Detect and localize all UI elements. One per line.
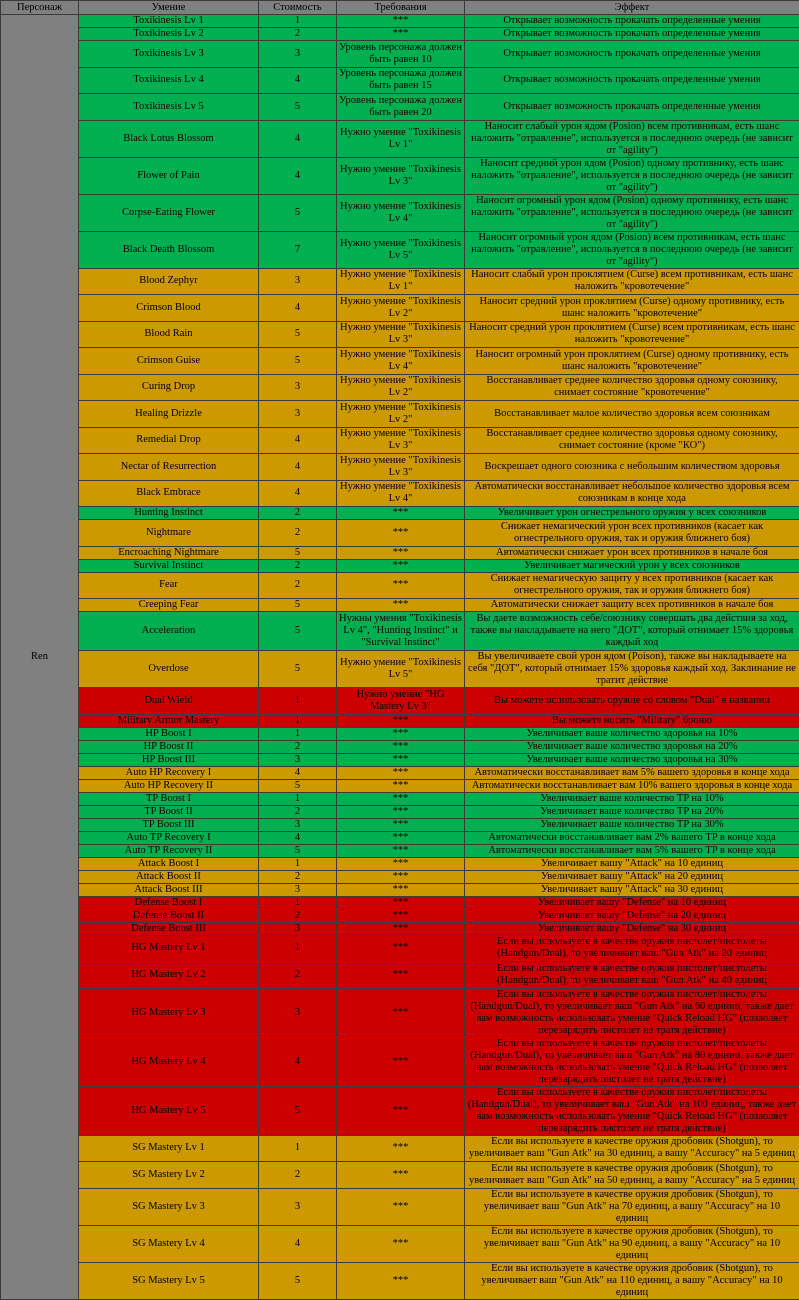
skill-name: Hunting Instinct	[79, 507, 259, 520]
table-row	[1, 28, 799, 41]
skill-cost: 2	[259, 28, 337, 41]
skill-name: TP Boost III	[79, 818, 259, 831]
table-row	[1, 1135, 799, 1162]
table-row	[1, 348, 799, 375]
skill-requirements: Уровень персонажа должен быть равен 20	[337, 94, 465, 121]
table-row	[1, 1162, 799, 1189]
table-row	[1, 792, 799, 805]
skill-cost: 4	[259, 1037, 337, 1086]
skill-name: SG Mastery Lv 2	[79, 1162, 259, 1189]
skill-name: Curing Drop	[79, 374, 259, 401]
skill-requirements: Нужны умения "Toxikinesis Lv 4", "Hunting Instinct" и "Survival Instinct"	[337, 612, 465, 651]
skill-effect: Наносит средний урон ядом (Posion) одному противнику, есть шанс наложить "отравление", используется в последнюю очередь (не зависит от "agility")	[465, 157, 799, 194]
skill-requirements: Нужно умение "Toxikinesis Lv 2"	[337, 295, 465, 322]
skill-name: Toxikinesis Lv 4	[79, 67, 259, 94]
skill-requirements: Уровень персонажа должен быть равен 10	[337, 41, 465, 68]
skill-cost: 3	[259, 818, 337, 831]
skill-cost: 5	[259, 94, 337, 121]
table-row	[1, 194, 799, 231]
skill-effect: Увеличивает ваше количество TP на 20%	[465, 805, 799, 818]
skill-cost: 1	[259, 727, 337, 740]
skill-name: Acceleration	[79, 612, 259, 651]
skill-cost: 3	[259, 401, 337, 428]
table-row	[1, 67, 799, 94]
table-row	[1, 1086, 799, 1135]
skill-requirements: Нужно умение "Toxikinesis Lv 4"	[337, 348, 465, 375]
skill-requirements: ***	[337, 1225, 465, 1262]
table-row	[1, 599, 799, 612]
skill-cost: 2	[259, 507, 337, 520]
table-row	[1, 766, 799, 779]
table-row	[1, 988, 799, 1037]
skill-effect: Увеличивает магический урон у всех союзников	[465, 559, 799, 572]
skill-name: SG Mastery Lv 1	[79, 1135, 259, 1162]
skill-effect: Увеличивает ваше количество здоровья на 10%	[465, 727, 799, 740]
skill-effect: Увеличивает урон огнестрельного оружия у всех союзников	[465, 507, 799, 520]
skill-requirements: ***	[337, 935, 465, 962]
skill-name: Attack Boost II	[79, 870, 259, 883]
skill-name: HP Boost II	[79, 740, 259, 753]
skill-requirements: ***	[337, 896, 465, 909]
skill-requirements: ***	[337, 714, 465, 727]
table-row	[1, 231, 799, 268]
skill-name: Toxikinesis Lv 3	[79, 41, 259, 68]
skill-effect: Увеличивает вашу "Attack" на 10 единиц	[465, 857, 799, 870]
skill-name: Creeping Fear	[79, 599, 259, 612]
skill-name: Auto TP Recovery I	[79, 831, 259, 844]
table-row	[1, 740, 799, 753]
table-row	[1, 857, 799, 870]
table-row	[1, 651, 799, 688]
skill-requirements: ***	[337, 572, 465, 599]
skill-effect: Открывает возможность прокачать определенные умения	[465, 28, 799, 41]
skill-cost: 7	[259, 231, 337, 268]
skill-cost: 3	[259, 374, 337, 401]
skill-effect: Если вы используете в качестве оружия дробовик (Shotgun), то увеличивает ваш "Gun Atk" на 70 единиц, а вашу "Accuracy" на 10 единиц	[465, 1188, 799, 1225]
skill-cost: 2	[259, 962, 337, 989]
skill-cost: 3	[259, 883, 337, 896]
skill-cost: 4	[259, 120, 337, 157]
skill-cost: 4	[259, 427, 337, 454]
table-row	[1, 818, 799, 831]
skill-cost: 5	[259, 348, 337, 375]
skill-name: Healing Drizzle	[79, 401, 259, 428]
skill-name: Nectar of Resurrection	[79, 454, 259, 481]
skill-effect: Наносит слабый урон ядом (Posion) всем противникам, есть шанс наложить "отравление", используется в последнюю очередь (не зависит от "agility")	[465, 120, 799, 157]
skill-effect: Снижает немагический урон всех противников (касает как огнестрельного оружия, так и оружия ближнего боя)	[465, 520, 799, 547]
skill-name: SG Mastery Lv 5	[79, 1262, 259, 1299]
skill-name: HG Mastery Lv 5	[79, 1086, 259, 1135]
skill-requirements: ***	[337, 520, 465, 547]
header-cost: Стоимость	[259, 1, 337, 15]
skill-name: Toxikinesis Lv 1	[79, 15, 259, 28]
skill-cost: 3	[259, 988, 337, 1037]
skill-requirements: ***	[337, 740, 465, 753]
skill-cost: 1	[259, 896, 337, 909]
table-row	[1, 909, 799, 922]
skill-requirements: ***	[337, 559, 465, 572]
skill-effect: Вы можете использовать оружие со словом "Dual" в названии	[465, 688, 799, 715]
table-row	[1, 714, 799, 727]
skill-effect: Если вы используете в качестве оружия дробовик (Shotgun), то увеличивает ваш "Gun Atk" на 30 единиц, а вашу "Accuracy" на 5 единиц	[465, 1135, 799, 1162]
skill-cost: 1	[259, 935, 337, 962]
header-row	[1, 1, 799, 15]
table-row	[1, 374, 799, 401]
skill-name: HP Boost I	[79, 727, 259, 740]
skill-effect: Если вы используете в качестве оружия дробовик (Shotgun), то увеличивает ваш "Gun Atk" на 90 единиц, а вашу "Accuracy" на 10 единиц	[465, 1225, 799, 1262]
table-row	[1, 1225, 799, 1262]
skill-requirements: ***	[337, 792, 465, 805]
skill-cost: 5	[259, 779, 337, 792]
skill-cost: 4	[259, 295, 337, 322]
skill-cost: 3	[259, 753, 337, 766]
skill-name: Crimson Guise	[79, 348, 259, 375]
skill-requirements: Нужно умение "Toxikinesis Lv 5"	[337, 651, 465, 688]
skill-effect: Наносит средний урон проклятием (Curse) всем противникам, есть шанс наложить "кровотечение"	[465, 321, 799, 348]
table-row	[1, 883, 799, 896]
skill-requirements: ***	[337, 1135, 465, 1162]
skill-name: Overdose	[79, 651, 259, 688]
table-row	[1, 1037, 799, 1086]
skill-cost: 1	[259, 688, 337, 715]
skill-name: Auto HP Recovery I	[79, 766, 259, 779]
skill-effect: Наносит огромный урон проклятием (Curse) одному противнику, есть шанс наложить "кровотечение"	[465, 348, 799, 375]
table-row	[1, 559, 799, 572]
table-row	[1, 612, 799, 651]
skill-effect: Наносит огромный урон ядом (Posion) всем противникам, есть шанс наложить "отравление", используется в последнюю очередь (не зависит от "agility")	[465, 231, 799, 268]
skill-requirements: Нужно умение "Toxikinesis Lv 1"	[337, 268, 465, 295]
skill-effect: Открывает возможность прокачать определенные умения	[465, 41, 799, 68]
skill-name: Crimson Blood	[79, 295, 259, 322]
table-row	[1, 831, 799, 844]
skill-cost: 3	[259, 41, 337, 68]
skill-effect: Если вы используете в качестве оружия пистолет/пистолеты (Handgun/Dual), то увеличивает ваш "Gun Atk" на 60 единиц, также дает вам возможность использовать умение "Quick Reload HG" (позволяет перезарядить пистолет не тратя действие)	[465, 988, 799, 1037]
skill-effect: Восстанавливает среднее количество здоровья одному союзнику, снимает состояние "кровотечение"	[465, 374, 799, 401]
skill-name: Blood Zephyr	[79, 268, 259, 295]
skill-cost: 2	[259, 520, 337, 547]
skill-cost: 1	[259, 15, 337, 28]
skill-effect: Открывает возможность прокачать определенные умения	[465, 15, 799, 28]
skill-requirements: Уровень персонажа должен быть равен 15	[337, 67, 465, 94]
skill-effect: Увеличивает ваше количество здоровья на 30%	[465, 753, 799, 766]
skill-effect: Автоматически восстанавливает вам 10% вашего здоровья в конце хода	[465, 779, 799, 792]
table-row	[1, 896, 799, 909]
header-effect: Эффект	[465, 1, 799, 15]
skill-effect: Автоматически восстанавливает вам 5% вашего здоровья в конце хода	[465, 766, 799, 779]
skill-effect: Если вы используете в качестве оружия дробовик (Shotgun), то увеличивает ваш "Gun Atk" на 50 единиц, а вашу "Accuracy" на 5 единиц	[465, 1162, 799, 1189]
skill-effect: Увеличивает вашу "Attack" на 20 единиц	[465, 870, 799, 883]
skill-name: TP Boost II	[79, 805, 259, 818]
skill-requirements: Нужно умение "Toxikinesis Lv 4"	[337, 194, 465, 231]
table-row	[1, 1262, 799, 1299]
skill-cost: 4	[259, 480, 337, 507]
skill-requirements: ***	[337, 870, 465, 883]
skill-effect: Вы даете возможность себе/союзнику совершать два действия за ход, также вы накладываете на него "ДОТ", который отнимает 15% здоровья каждый ход	[465, 612, 799, 651]
skill-requirements: ***	[337, 1188, 465, 1225]
skill-effect: Увеличивает вашу "Defense" на 30 единиц	[465, 922, 799, 935]
table-row	[1, 520, 799, 547]
skill-cost: 3	[259, 1188, 337, 1225]
skill-name: Nightmare	[79, 520, 259, 547]
table-row	[1, 41, 799, 68]
skill-requirements: ***	[337, 546, 465, 559]
skill-cost: 2	[259, 870, 337, 883]
skill-cost: 2	[259, 740, 337, 753]
skill-cost: 4	[259, 67, 337, 94]
skill-cost: 4	[259, 831, 337, 844]
skill-cost: 5	[259, 1262, 337, 1299]
skill-effect: Открывает возможность прокачать определенные умения	[465, 67, 799, 94]
table-row	[1, 157, 799, 194]
skill-effect: Если вы используете в качестве оружия пистолет/пистолеты (Handgun/Dual), то увеличивает ваш "Gun Atk" на 100 единиц, также дает вам возможность использовать умение "Quick Reload HG" (позволяет перезарядить пистолет не тратя действие)	[465, 1086, 799, 1135]
skill-cost: 5	[259, 1086, 337, 1135]
skill-requirements: ***	[337, 1262, 465, 1299]
skill-name: Defense Boost III	[79, 922, 259, 935]
skill-effect: Восстанавливает среднее количество здоровья одному союзнику, снимает состояние (кроме "КО")	[465, 427, 799, 454]
skill-requirements: ***	[337, 922, 465, 935]
skill-effect: Автоматически восстанавливает небольшое количество здоровья всем союзникам в конце хода	[465, 480, 799, 507]
skill-name: Defense Boost I	[79, 896, 259, 909]
skill-name: Remedial Drop	[79, 427, 259, 454]
skill-effect: Увеличивает ваше количество TP на 10%	[465, 792, 799, 805]
skill-requirements: ***	[337, 883, 465, 896]
table-row	[1, 15, 799, 28]
skill-cost: 3	[259, 922, 337, 935]
table-row	[1, 805, 799, 818]
skill-requirements: ***	[337, 818, 465, 831]
skill-effect: Вы можете носить "Military" броню	[465, 714, 799, 727]
skill-cost: 5	[259, 651, 337, 688]
skill-requirements: Нужно умение "Toxikinesis Lv 1"	[337, 120, 465, 157]
skill-requirements: ***	[337, 727, 465, 740]
table-row	[1, 922, 799, 935]
skill-name: Black Lotus Blossom	[79, 120, 259, 157]
table-row	[1, 401, 799, 428]
skill-effect: Открывает возможность прокачать определенные умения	[465, 94, 799, 121]
skill-effect: Наносит средний урон проклятием (Curse) одному противнику, есть шанс наложить "кровотечение"	[465, 295, 799, 322]
skill-requirements: ***	[337, 909, 465, 922]
table-row	[1, 779, 799, 792]
skill-effect: Увеличивает вашу "Defense" на 20 единиц	[465, 909, 799, 922]
skill-effect: Увеличивает ваше количество здоровья на 20%	[465, 740, 799, 753]
table-row	[1, 268, 799, 295]
skill-cost: 3	[259, 268, 337, 295]
skill-effect: Автоматически восстанавливает вам 2% вашего TP в конце хода	[465, 831, 799, 844]
skill-cost: 2	[259, 1162, 337, 1189]
table-row	[1, 94, 799, 121]
skill-name: Auto TP Recovery II	[79, 844, 259, 857]
table-row	[1, 572, 799, 599]
skill-effect: Если вы используете в качестве оружия пистолет/пистолеты (Handgun/Dual), то увеличивает ваш "Gun Atk" на 40 единиц	[465, 962, 799, 989]
skill-effect: Увеличивает вашу "Attack" на 30 единиц	[465, 883, 799, 896]
header-requirements: Требования	[337, 1, 465, 15]
skill-name: Attack Boost III	[79, 883, 259, 896]
skill-cost: 4	[259, 766, 337, 779]
skill-requirements: ***	[337, 962, 465, 989]
table-row	[1, 753, 799, 766]
skill-requirements: Нужно умение "Toxikinesis Lv 3"	[337, 157, 465, 194]
skill-name: Black Death Blossom	[79, 231, 259, 268]
skill-requirements: ***	[337, 15, 465, 28]
skill-name: HG Mastery Lv 2	[79, 962, 259, 989]
skill-cost: 2	[259, 572, 337, 599]
skill-name: Auto HP Recovery II	[79, 779, 259, 792]
skill-requirements: ***	[337, 988, 465, 1037]
skill-cost: 1	[259, 792, 337, 805]
skill-requirements: ***	[337, 779, 465, 792]
skill-cost: 2	[259, 559, 337, 572]
skill-requirements: ***	[337, 805, 465, 818]
skill-requirements: Нужно умение "Toxikinesis Lv 5"	[337, 231, 465, 268]
skill-effect: Автоматически снижает урон всех противников в начале боя	[465, 546, 799, 559]
skill-name: Black Embrace	[79, 480, 259, 507]
skill-cost: 2	[259, 805, 337, 818]
skill-requirements: ***	[337, 1162, 465, 1189]
skill-effect: Увеличивает ваше количество TP на 30%	[465, 818, 799, 831]
skill-requirements: Нужно умение "Toxikinesis Lv 2"	[337, 374, 465, 401]
skill-cost: 5	[259, 844, 337, 857]
header-skill: Умение	[79, 1, 259, 15]
skill-name: Attack Boost I	[79, 857, 259, 870]
skill-cost: 1	[259, 714, 337, 727]
table-row	[1, 962, 799, 989]
skill-name: Toxikinesis Lv 2	[79, 28, 259, 41]
skill-name: Blood Rain	[79, 321, 259, 348]
skill-effect: Наносит огромный урон ядом (Posion) одному противнику, есть шанс наложить "отравление", используется в последнюю очередь (не зависит от "agility")	[465, 194, 799, 231]
table-row	[1, 454, 799, 481]
skill-effect: Если вы используете в качестве оружия пистолет/пистолеты (Handgun/Dual), то увеличивает ваш "Gun Atk" на 20 единиц	[465, 935, 799, 962]
skill-effect: Вы увеличиваете свой урон ядом (Poison), также вы накладываете на себя "ДОТ", который отнимает 15% здоровья каждый ход. Заклинание не тратит действие	[465, 651, 799, 688]
table-row	[1, 727, 799, 740]
table-row	[1, 295, 799, 322]
skill-name: HG Mastery Lv 4	[79, 1037, 259, 1086]
skill-requirements: ***	[337, 1086, 465, 1135]
skill-cost: 5	[259, 612, 337, 651]
table-row	[1, 870, 799, 883]
header-character: Персонаж	[1, 1, 79, 15]
skill-cost: 2	[259, 909, 337, 922]
skill-name: HG Mastery Lv 3	[79, 988, 259, 1037]
skill-name: Encroaching Nightmare	[79, 546, 259, 559]
skill-name: Fear	[79, 572, 259, 599]
table-row	[1, 321, 799, 348]
skill-cost: 1	[259, 1135, 337, 1162]
skill-cost: 4	[259, 1225, 337, 1262]
skill-requirements: ***	[337, 753, 465, 766]
skill-requirements: Нужно умение "Toxikinesis Lv 4"	[337, 480, 465, 507]
skill-requirements: Нужно умение "Toxikinesis Lv 2"	[337, 401, 465, 428]
skill-requirements: ***	[337, 28, 465, 41]
skill-name: Toxikinesis Lv 5	[79, 94, 259, 121]
skill-effect: Автоматически восстанавливает вам 5% вашего TP в конце хода	[465, 844, 799, 857]
skill-name: HG Mastery Lv 1	[79, 935, 259, 962]
skill-cost: 5	[259, 599, 337, 612]
skill-effect: Восстанавливает малое количество здоровья всем союзникам	[465, 401, 799, 428]
skill-cost: 5	[259, 546, 337, 559]
skill-requirements: Нужно умение "HG Mastery Lv 3"	[337, 688, 465, 715]
skill-requirements: ***	[337, 1037, 465, 1086]
skill-name: Survival Instinct	[79, 559, 259, 572]
skill-name: Defense Boost II	[79, 909, 259, 922]
skill-cost: 4	[259, 157, 337, 194]
skill-name: SG Mastery Lv 3	[79, 1188, 259, 1225]
skill-effect: Снижает немагическую защиту у всех противников (касает как огнестрельного оружия, так и оружия ближнего боя)	[465, 572, 799, 599]
skill-name: Military Armor Mastery	[79, 714, 259, 727]
skill-effect: Если вы используете в качестве оружия дробовик (Shotgun), то увеличивает ваш "Gun Atk" на 110 единиц, а вашу "Accuracy" на 10 единиц	[465, 1262, 799, 1299]
skill-cost: 5	[259, 194, 337, 231]
skills-body	[1, 15, 799, 1300]
skill-requirements: ***	[337, 844, 465, 857]
skill-requirements: ***	[337, 766, 465, 779]
skill-name: Dual Wield	[79, 688, 259, 715]
skill-name: TP Boost I	[79, 792, 259, 805]
skill-requirements: Нужно умение "Toxikinesis Lv 3"	[337, 321, 465, 348]
skill-requirements: Нужно умение "Toxikinesis Lv 3"	[337, 454, 465, 481]
table-row	[1, 120, 799, 157]
table-row	[1, 427, 799, 454]
skill-requirements: ***	[337, 507, 465, 520]
skill-requirements: Нужно умение "Toxikinesis Lv 3"	[337, 427, 465, 454]
skill-requirements: ***	[337, 599, 465, 612]
skill-name: Flower of Pain	[79, 157, 259, 194]
skill-effect: Автоматически снижает защиту всех противников в начале боя	[465, 599, 799, 612]
skill-name: HP Boost III	[79, 753, 259, 766]
skill-cost: 1	[259, 857, 337, 870]
skill-effect: Воскрешает одного союзника с небольшим количеством здоровья	[465, 454, 799, 481]
skill-cost: 5	[259, 321, 337, 348]
skill-name: Corpse-Eating Flower	[79, 194, 259, 231]
table-row	[1, 546, 799, 559]
skill-effect: Если вы используете в качестве оружия пистолет/пистолеты (Handgun/Dual), то увеличивает ваш "Gun Atk" на 80 единиц, также дает вам возможность использовать умение "Quick Reload HG" (позволяет перезарядить пистолет не тратя действие)	[465, 1037, 799, 1086]
skill-cost: 4	[259, 454, 337, 481]
table-row	[1, 844, 799, 857]
skill-requirements: ***	[337, 857, 465, 870]
skill-effect: Увеличивает вашу "Defense" на 10 единиц	[465, 896, 799, 909]
skill-name: SG Mastery Lv 4	[79, 1225, 259, 1262]
skill-requirements: ***	[337, 831, 465, 844]
skill-effect: Наносит слабый урон проклятием (Curse) всем противникам, есть шанс наложить "кровотечение"	[465, 268, 799, 295]
table-row	[1, 480, 799, 507]
table-row	[1, 935, 799, 962]
table-row	[1, 507, 799, 520]
table-row	[1, 688, 799, 715]
table-row	[1, 1188, 799, 1225]
character-name: Ren	[1, 15, 79, 1300]
